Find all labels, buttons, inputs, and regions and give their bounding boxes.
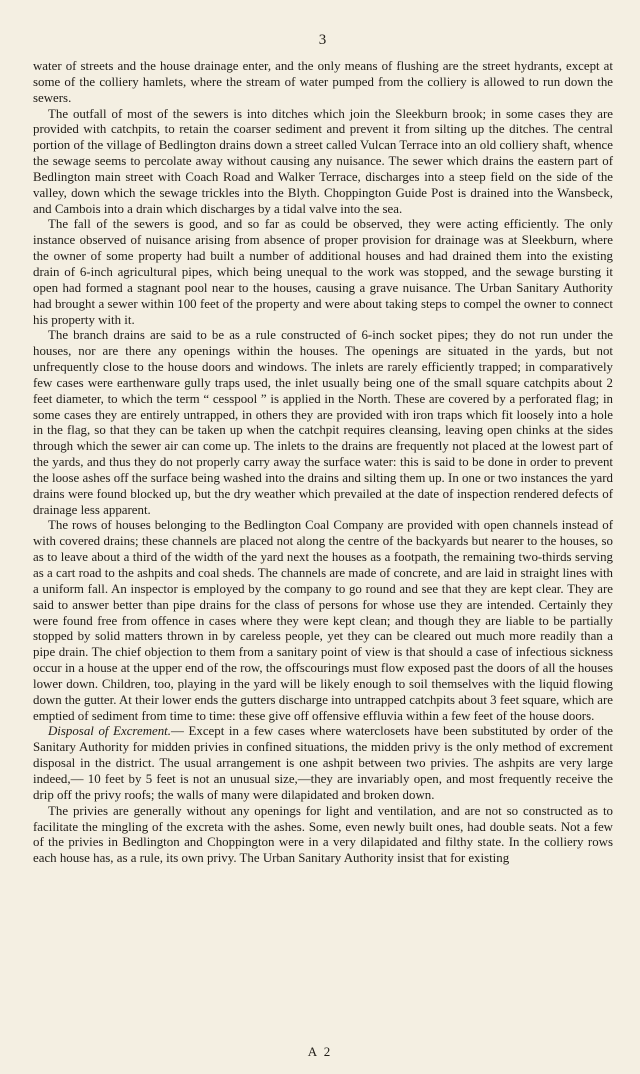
body-text [33,59,613,867]
signature-mark: A 2 [307,1044,333,1059]
paragraph-4: The branch drains are said to be as a rule constructed of 6-inch socket pipes; they do not run under the houses, nor are there any openings within the houses. The openings are situated in the yards, but not unfrequently close to the house doors and windows. The inlets are rarely efficiently trapped; in comparatively few cases were earthenware gully traps used, the inlet usually being one of the small square catchpits about 2 feet diameter, to which the term “ cesspool ” is applied in the North. These are covered by a perforated flag; in some cases they are entirely untrapped, in others they are provided with iron traps which fit loosely into a hole in the flag, so that they can be taken up when the catchpit requires cleansing, leaving open chinks at the sides through which the sewer air can come up. The inlets to the drains are frequently not placed at the lowest part of the yards, and thus they do not properly carry away the surface water: this is said to be done in order to prevent the loose ashes off the surface being washed into the drains and silting them up. In one or two instances the yard drains were found blocked up, but the dry weather which prevailed at the date of inspection rendered defects of drainage less apparent. [33,328,613,517]
section-heading-disposal: Disposal of Excrement. [48,724,171,739]
page-number: 3 [318,32,328,48]
paragraph-3: The fall of the sewers is good, and so far as could be observed, they were acting efficiently. The only instance observed of nuisance arising from absence of proper provision for drainage was at Sleekburn, where the owner of some property had built a number of additional houses and had drained them into the existing drain of 6-inch agricultural pipes, which being unequal to the work was stopped, and the sewage bursting it open had formed a stagnant pool near to the houses, causing a grave nuisance. The Urban Sanitary Authority had brought a sewer within 100 feet of the property and were about taking steps to compel the owner to connect his property with it. [33,217,613,327]
paragraph-6-text: — Except in a few cases where waterclosets have been substituted by order of the Sanitary Authority for midden privies in confined situations, the midden privy is the only method of excrement disposal in the district. The usual arrangement is one ashpit between two privies. The ashpits are very large indeed,— 10 feet by 5 feet is not an unusual size,—they are invariably open, and most frequently receive the drip off the privy roofs; the walls of many were dilapidated and broken down. [33,724,614,802]
paragraph-5: The rows of houses belonging to the Bedlington Coal Company are provided with open channels instead of with covered drains; these channels are placed not along the centre of the backyards but nearer to the houses, so as to leave about a third of the width of the yard next the houses as a footpath, the remaining two-thirds serving as a cart road to the ashpits and coal sheds. The channels are made of concrete, and are laid in straight lines with a uniform fall. An inspector is employed by the company to go round and see that they are kept clear. They are said to answer better than pipe drains for the class of persons for whose use they are intended. Certainly they were found free from offence in cases where they were kept clean; and though they are liable to be partially stopped by solid matters thrown in by careless people, yet they can be cleared out much more readily than a pipe drain. The chief objection to them from a sanitary point of view is that should a case of infectious sickness occur in a house at the upper end of the row, the offscourings must flow exposed past the doors of all the houses lower down. Children, too, playing in the yard will be likely enough to soil themselves with the liquid flowing down the gutter. At their lower ends the gutters discharge into untrapped catchpits about 3 feet square, which are emptied of sediment from time to time: these give off offensive effluvia within a few feet of the house doors. [33,518,613,723]
paragraph-1: water of streets and the house drainage enter, and the only means of flushing are the street hydrants, except at some of the colliery hamlets, where the stream of water pumped from the colliery is allowed to run down the sewers. [33,59,613,105]
paragraph-2: The outfall of most of the sewers is into ditches which join the Sleekburn brook; in some cases they are provided with catchpits, to retain the coarser sediment and prevent it from silting up the ditches. The central portion of the village of Bedlington drains down a street called Vulcan Terrace into an old colliery shaft, whence the sewage seems to percolate away without causing any nuisance. The sewer which drains the eastern part of Bedlington main street with Coach Road and Walker Terrace, discharges into a steep field on the side of the valley, down which the sewage trickles into the Blyth. Choppington Guide Post is drained into the Wansbeck, and Cambois into a drain which discharges by a tidal valve into the sea. [33,106,613,216]
paragraph-6 [33,724,613,803]
paragraph-7: The privies are generally without any openings for light and ventilation, and are not so constructed as to facilitate the mingling of the excreta with the ashes. Some, even newly built ones, had double seats. Not a few of the privies in Bedlington and Choppington were in a very dilapidated and filthy state. In the colliery rows each house has, as a rule, its own privy. The Urban Sanitary Authority insist that for existing [33,803,613,866]
